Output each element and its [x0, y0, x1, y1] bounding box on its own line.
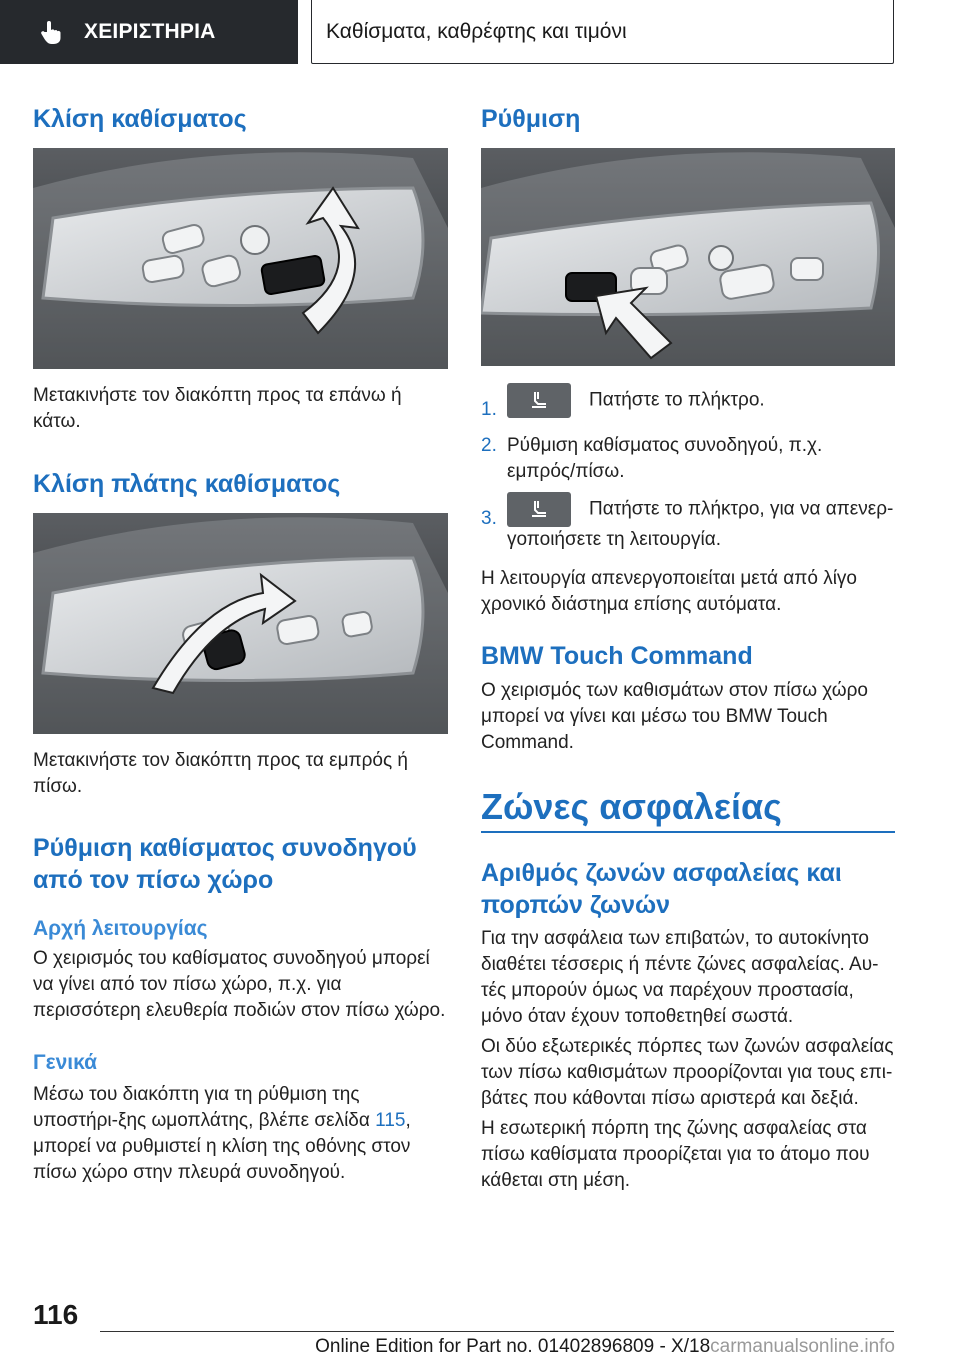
text-belt-3: Η εσωτερική πόρπη της ζώνης ασφαλείας στα πίσω καθίσματα προορίζεται για το άτομο που κάθεται στη μέση. — [481, 1118, 870, 1191]
step-3: 3. Πατήστε το πλήκτρο, για να απενερ-γοποιήσετε τη λειτουργία. — [481, 492, 895, 558]
text-general: Μέσω του διακόπτη για τη ρύθμιση της υποστήρι-ξης ωμοπλάτης, βλέπε σελίδα 115, μπορεί να ρυθμιστεί η κλίση της οθόνης στον πίσω χώρο στην πλευρά συνοδηγού. — [33, 1084, 411, 1183]
heading-touch-command: BMW Touch Command — [481, 642, 753, 670]
header-tab — [0, 0, 298, 64]
heading-belt-count: Αριθμός ζωνών ασφαλείας και πορπών ζωνών — [481, 859, 842, 919]
text-principle: Ο χειρισμός του καθίσματος συνοδηγού μπορεί να γίνει από τον πίσω χώρο, π.χ. για περισσότερη ελευθερία ποδιών στον πίσω χώρο. — [33, 948, 446, 1021]
footer-rule — [100, 1331, 894, 1332]
seat-button-icon — [507, 492, 571, 527]
heading-seat-incline: Κλίση καθίσματος — [33, 105, 247, 133]
watermark: carmanualsonline.info — [710, 1336, 895, 1357]
heading-backrest-incline: Κλίση πλάτης καθίσματος — [33, 470, 341, 498]
heading-general: Γενικά — [33, 1051, 98, 1074]
step-2: 2. Ρύθμιση καθίσματος συνοδηγού, π.χ. εμπρός/πίσω. — [481, 435, 823, 482]
seat-button-icon — [507, 383, 571, 418]
heading-rear-adjust: Ρύθμιση καθίσματος συνοδηγού από τον πίσω χώρο — [33, 834, 417, 894]
step-1: 1. Πατήστε το πλήκτρο. — [481, 383, 895, 423]
text-belt-2: Οι δύο εξωτερικές πόρπες των ζωνών ασφαλείας των πίσω καθισμάτων προορίζονται για τους επι-βάτες που κάθονται πίσω αριστερά και δεξιά. — [481, 1036, 894, 1109]
section-rule — [481, 831, 895, 833]
page-number: 116 — [33, 1299, 79, 1330]
heading-adjust: Ρύθμιση — [481, 105, 581, 133]
seat-switch-photo-rear-button — [481, 148, 895, 366]
hand-pointer-icon — [38, 18, 66, 46]
seat-switch-photo-backrest — [33, 513, 448, 734]
text-touch-command: Ο χειρισμός των καθισμάτων στον πίσω χώρο μπορεί να γίνει και μέσω του BMW Touch Command. — [481, 680, 868, 753]
heading-principle: Αρχή λειτουργίας — [33, 917, 208, 940]
text-seat-incline: Μετακινήστε τον διακόπτη προς τα επάνω ή κάτω. — [33, 385, 402, 432]
page-link-115[interactable]: 115 — [375, 1110, 406, 1131]
text-belt-1: Για την ασφάλεια των επιβατών, το αυτοκίνητο διαθέτει τέσσερις ή πέντε ζώνες ασφαλείας. Αυ-τές μπορούν όμως να παρέχουν προστασία, μόνο όταν έχουν τοποθετηθεί σωστά. — [481, 928, 879, 1027]
seat-switch-photo-incline — [33, 148, 448, 369]
chapter-header — [311, 0, 894, 64]
chapter-title: Καθίσματα, καθρέφτης και τιμόνι — [326, 19, 627, 43]
header-tab-label: ΧΕΙΡΙΣΤΗΡΙΑ — [84, 20, 216, 43]
text-backrest-incline: Μετακινήστε τον διακόπτη προς τα εμπρός ή πίσω. — [33, 750, 408, 797]
heading-seat-belts: Ζώνες ασφαλείας — [481, 786, 782, 827]
footer-edition: Online Edition for Part no. 01402896809 - X/18carmanualsonline.info — [315, 1336, 895, 1357]
text-auto-off: Η λειτουργία απενεργοποιείται μετά από λίγο χρονικό διάστημα επίσης αυτόματα. — [481, 568, 858, 615]
